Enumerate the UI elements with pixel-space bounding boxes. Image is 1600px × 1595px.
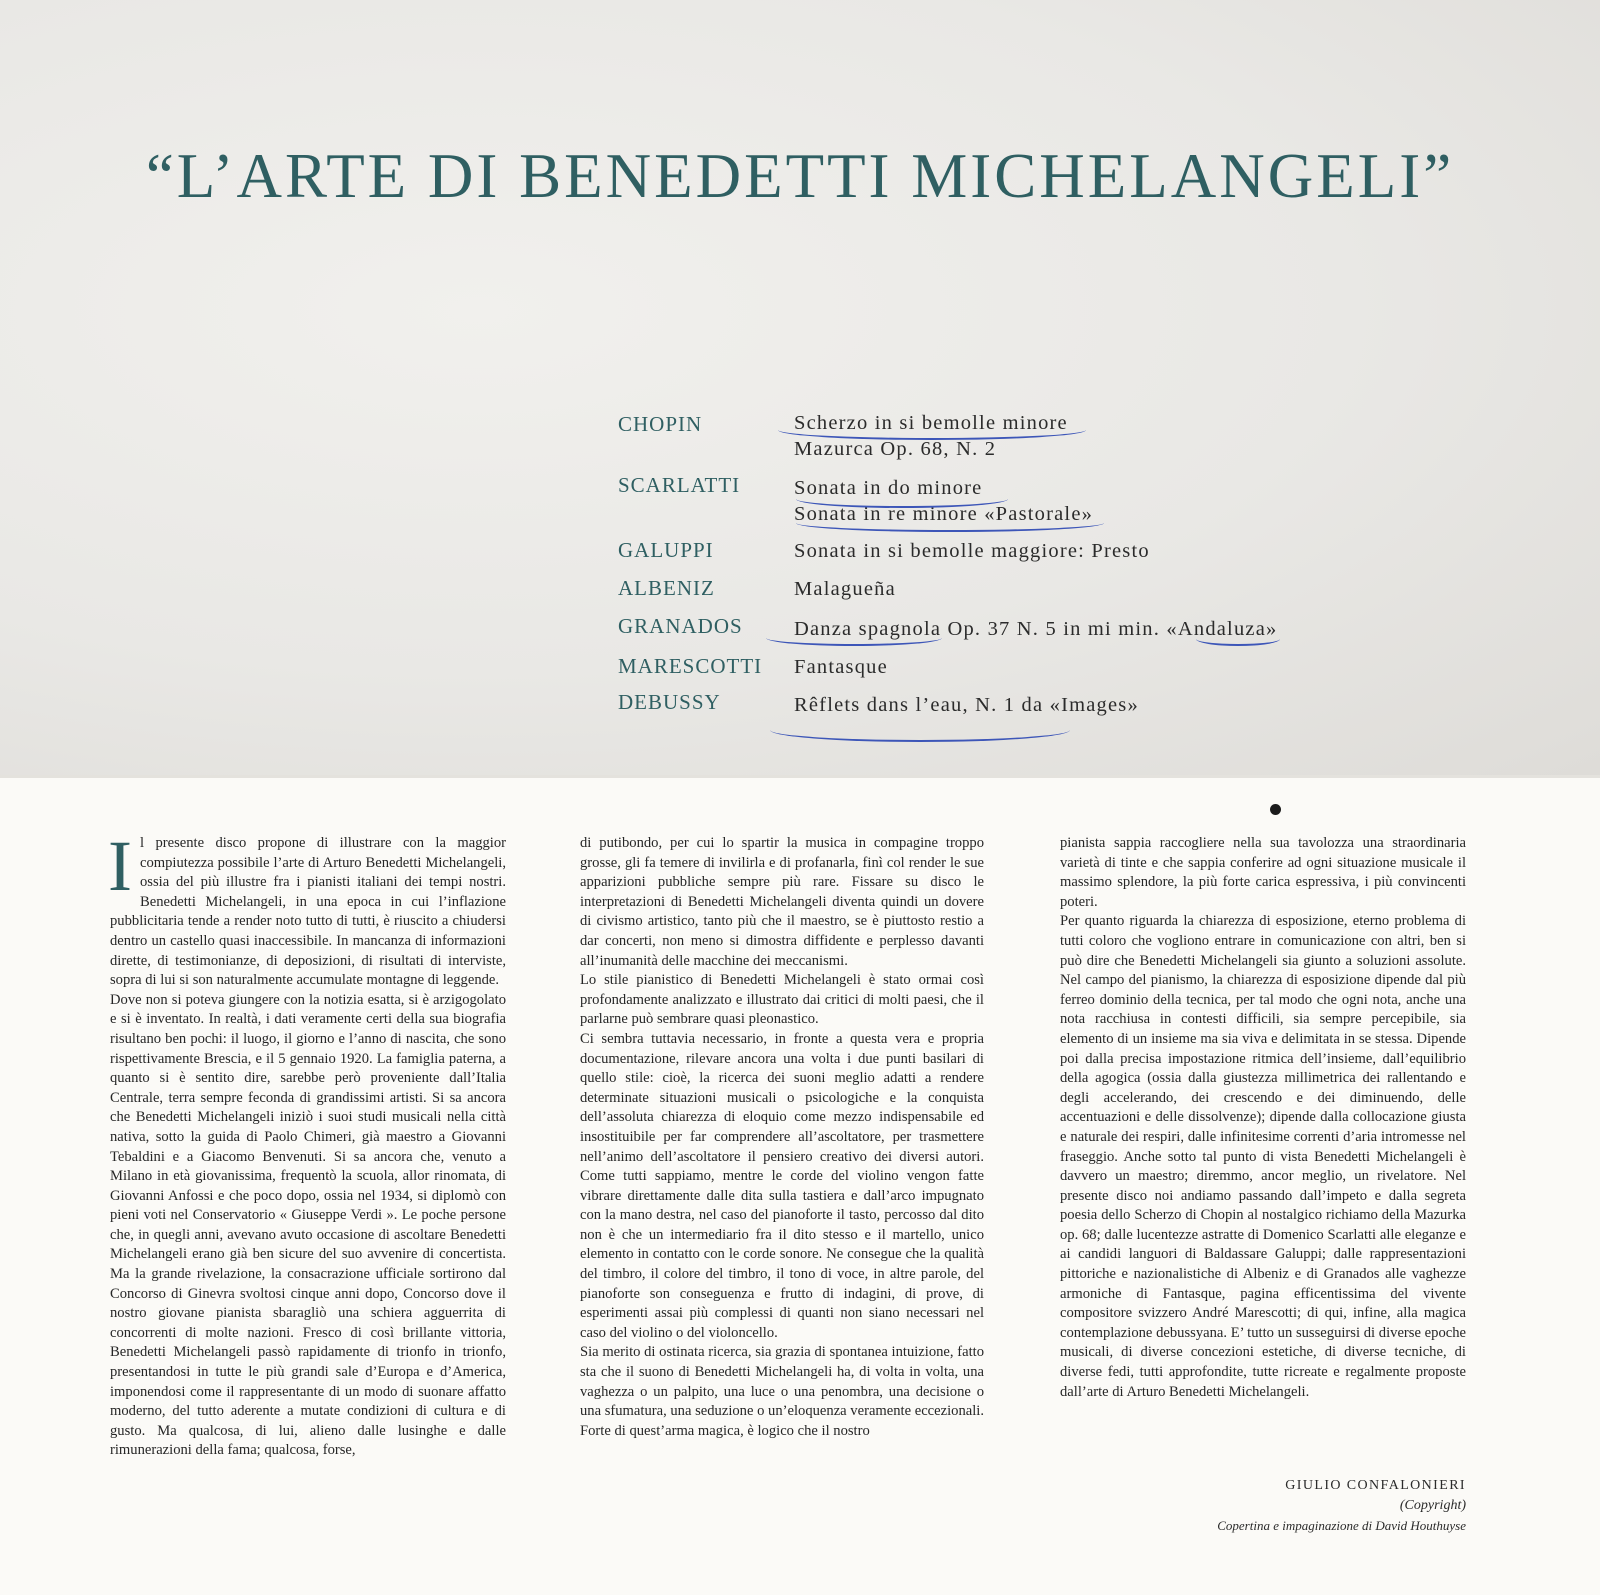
work-title: Danza spagnola Op. 37 N. 5 in mi min. «Andaluza» (794, 618, 1278, 640)
work-title: Sonata in do minore (794, 477, 983, 499)
composer-name: GALUPPI (618, 538, 714, 562)
ink-spot (1270, 804, 1281, 815)
composer-name: CHOPIN (618, 412, 703, 436)
work-title: Sonata in si bemolle maggiore: Presto (794, 540, 1150, 562)
composer-name: GRANADOS (618, 614, 743, 638)
ink-underline (766, 630, 942, 646)
article-paragraph: Ci sembra tuttavia necessario, in fronte a questa vera e propria documentazione, rilevare ancora una volta i due punti basilari di quello stile: cioè, la ricerca dei suoni meglio adatti a rendere determinate situazioni musicali o psicologiche e la conquista dell’assoluta chiarezza di eloquio come mezzo indispensabile ed insostituibile per far comprendere all’ascoltatore, per trasmettere nell’animo dell’ascoltatore il pensiero creativo dei diversi autori. Come tutti sappiamo, mentre le corde del violino vengon fatte vibrare direttamente dalle dita sulla tastiera e dall’arco impugnato con la mano destra, nel caso del pianoforte il tasto, percosso dal dito non è che un intermediario fra il dito stesso e il martello, unico elemento in contatto con le corde sonore. Ne consegue che la qualità del timbro, il colore del timbro, il tono di voce, in altre parole, del pianoforte son conseguenza e frutto di indagini, di prove, di esperimenti assai più complessi di quanti non siano necessari nel caso del violino o del violoncello. (580, 1030, 984, 1341)
work-title: Sonata in re minore «Pastorale» (794, 503, 1094, 525)
article-paragraph: Lo stile pianistico di Benedetti Michelangeli è stato ormai così profondamente analizzato e illustrato dai critici di molti paesi, che il parlarne può sembrare quasi pleonastico. (580, 972, 984, 1028)
composer-name: SCARLATTI (618, 473, 741, 497)
ink-underline (796, 490, 1008, 508)
article-column-1 (108, 826, 506, 1461)
composer-name: ALBENIZ (618, 576, 715, 600)
drop-cap: I (108, 826, 132, 906)
composer-name: MARESCOTTI (618, 654, 763, 678)
program-row-galuppi (618, 538, 1378, 568)
article-paragraph: Sia merito di ostinata ricerca, sia grazia di spontanea intuizione, fatto sta che il suono di Benedetti Michelangeli ha, di volta in volta, una vaghezza o un palpito, una luce o una penombra, una decisione o una sfumatura, una seduzione o un’eloquenza veramente eccezionali. Forte di quest’arma magica, è logico che il nostro (580, 1344, 984, 1439)
ink-underline (796, 514, 1104, 532)
work-title: Malagueña (794, 578, 896, 600)
author-signature: GIULIO CONFALONIERI (1285, 1478, 1466, 1493)
ink-underline (1196, 632, 1280, 646)
article-paragraph: di putibondo, per cui lo spartir la musica in compagine troppo grosse, gli fa temere di invilirla e di profanarla, finì col render le sue apparizioni pubbliche sempre più rare. Fissare su disco le interpretazioni di Benedetti Michelangeli diventa quindi un dovere di civismo artistico, tanto più che il maestro, se è piuttosto restio a dar concerti, non meno si dimostra diffidente e perplesso davanti all’inumanità delle macchine dei meccanismi. (580, 835, 984, 969)
copyright-note: (Copyright) (1399, 1498, 1466, 1513)
ink-underline (770, 718, 1070, 742)
work-title: Mazurca Op. 68, N. 2 (794, 438, 997, 460)
article-paragraph: Dove non si poteva giungere con la notizia esatta, si è arzigogolato e si è inventato. In realtà, i dati veramente certi della sua biografia risultano ben pochi: il luogo, il giorno e l’anno di nascita, che sono rispettivamente Brescia, e il 5 gennaio 1920. La famiglia paterna, a quanto si è sentito dire, sarebbe però proveniente dall’Italia Centrale, terra sempre feconda di grandissimi artisti. Si sa ancora che Benedetti Michelangeli iniziò i suoi studi musicali nella città nativa, sotto la guida di Paolo Chimeri, già maestro a Giovanni Tebaldini e a Giacomo Benvenuti. Si sa ancora che, venuto a Milano in età giovanissima, frequentò la scuola, allor rinomata, di Giovanni Anfossi e che poco dopo, ossia nel 1934, si diplomò con pieni voti nel Conservatorio « Giuseppe Verdi ». Le poche persone che, in quegli anni, avevano avuto occasione di ascoltare Benedetti Michelangeli erano già ben sicure del suo avvenire di concertista. Ma la grande rivelazione, la consacrazione ufficiale sortirono dal Concorso di Ginevra svoltosi cinque anni dopo, Concorso dove il nostro giovane pianista sbaragliò una schiera agguerrita di concorrenti di molte nazioni. Fresco di così brillante vittoria, Benedetti Michelangeli passò rapidamente di trionfo in trionfo, presentandosi in tutte le più grandi sale d’Europa e d’America, imponendosi come il rappresentante di un modo di suonare affatto moderno, del tutto aderente a mutate condizioni di cultura e di gusto. Ma qualcosa, di lui, alieno dalle lusinghe e dalle rimunerazioni della fama; qualcosa, forse, (110, 991, 506, 1459)
work-title: Fantasque (794, 656, 888, 678)
article-paragraph: pianista sappia raccogliere nella sua tavolozza una straordinaria varietà di tinte e che sappia conferire ad ogni situazione musicale il massimo splendore, la più forte carica espressiva, i più convincenti poteri. (1060, 835, 1466, 910)
album-title: “L’ARTE DI BENEDETTI MICHELANGELI” (145, 141, 1455, 211)
ink-underline (778, 420, 1086, 440)
work-title: Scherzo in si bemolle minore (794, 412, 1068, 434)
work-title: Rêflets dans l’eau, N. 1 da «Images» (794, 694, 1139, 716)
program-row-debussy (618, 690, 1378, 720)
program-row-marescotti (618, 654, 1378, 684)
composer-name: DEBUSSY (618, 690, 721, 714)
article-paragraph: Per quanto riguarda la chiarezza di esposizione, eterno problema di tutti coloro che vogliono entrare in comunicazione con altri, ben si può dire che Benedetti Michelangeli sia giunto a soluzioni assolute. Nel campo del pianismo, la chiarezza di esposizione dipende dal più ferreo dominio della tecnica, per tal modo che ogni nota, anche una nota racchiusa in contesti difficili, sia sempre percepibile, sia elemento di un insieme ma sia viva e delimitata in se stessa. Dipende poi dalla precisa impostazione ritmica dell’insieme, dall’equilibrio della agogica (ossia dalla giustezza millimetrica dei rallentando e degli accelerando, dei crescendo e dei diminuendo, delle accentuazioni e delle dissolvenze); dipende dalla collocazione giusta e naturale dei respiri, dalle infinitesime correnti d’aria intromesse nel fraseggio. Anche sotto tal punto di vista Benedetti Michelangeli è davvero un maestro; diremmo, ancor meglio, un rivelatore. Nel presente disco noi andiamo passando dall’impeto e dalla segreta poesia dello Scherzo di Chopin al nostalgico richiamo della Mazurka op. 68; dalle lucentezze astratte di Domenico Scarlatti alle eleganze e ai candidi languori di Baldassare Galuppi; dalle rappresentazioni pittoriche e nazionalistiche di Albeniz e di Granados alle vaghezze armoniche di Fantasque, pagina efficentissima del vivente compositore svizzero André Marescotti; di qui, infine, alla magica contemplazione debussyana. E’ tutto un susseguirsi di diverse epoche musicali, di diverse concezioni estetiche, di diverse tecniche, di diverse fedi, tutti approfondite, tutte ricreate e regalmente proposte dall’arte di Arturo Benedetti Michelangeli. (1060, 913, 1466, 1400)
article-paragraph: l presente disco propone di illustrare con la maggior compiutezza possibile l’arte di Arturo Benedetti Michelangeli, ossia del più illustre fra i pianisti italiani dei tempi nostri. Benedetti Michelangeli, in una epoca in cui l’inflazione pubblicitaria tende a render noto tutto di tutti, è riuscito a chiudersi dentro un castello quasi inaccessibile. In mancanza di informazioni dirette, di testimonianze, di deposizioni, di risultati di interviste, sopra di lui si son naturalmente accumulate montagne di leggende. (110, 835, 506, 989)
article-column-3 (1060, 834, 1466, 1402)
article-column-2 (580, 834, 984, 1441)
program-row-albeniz (618, 576, 1378, 606)
design-credits: Copertina e impaginazione di David Houthuyse (1217, 1518, 1466, 1533)
